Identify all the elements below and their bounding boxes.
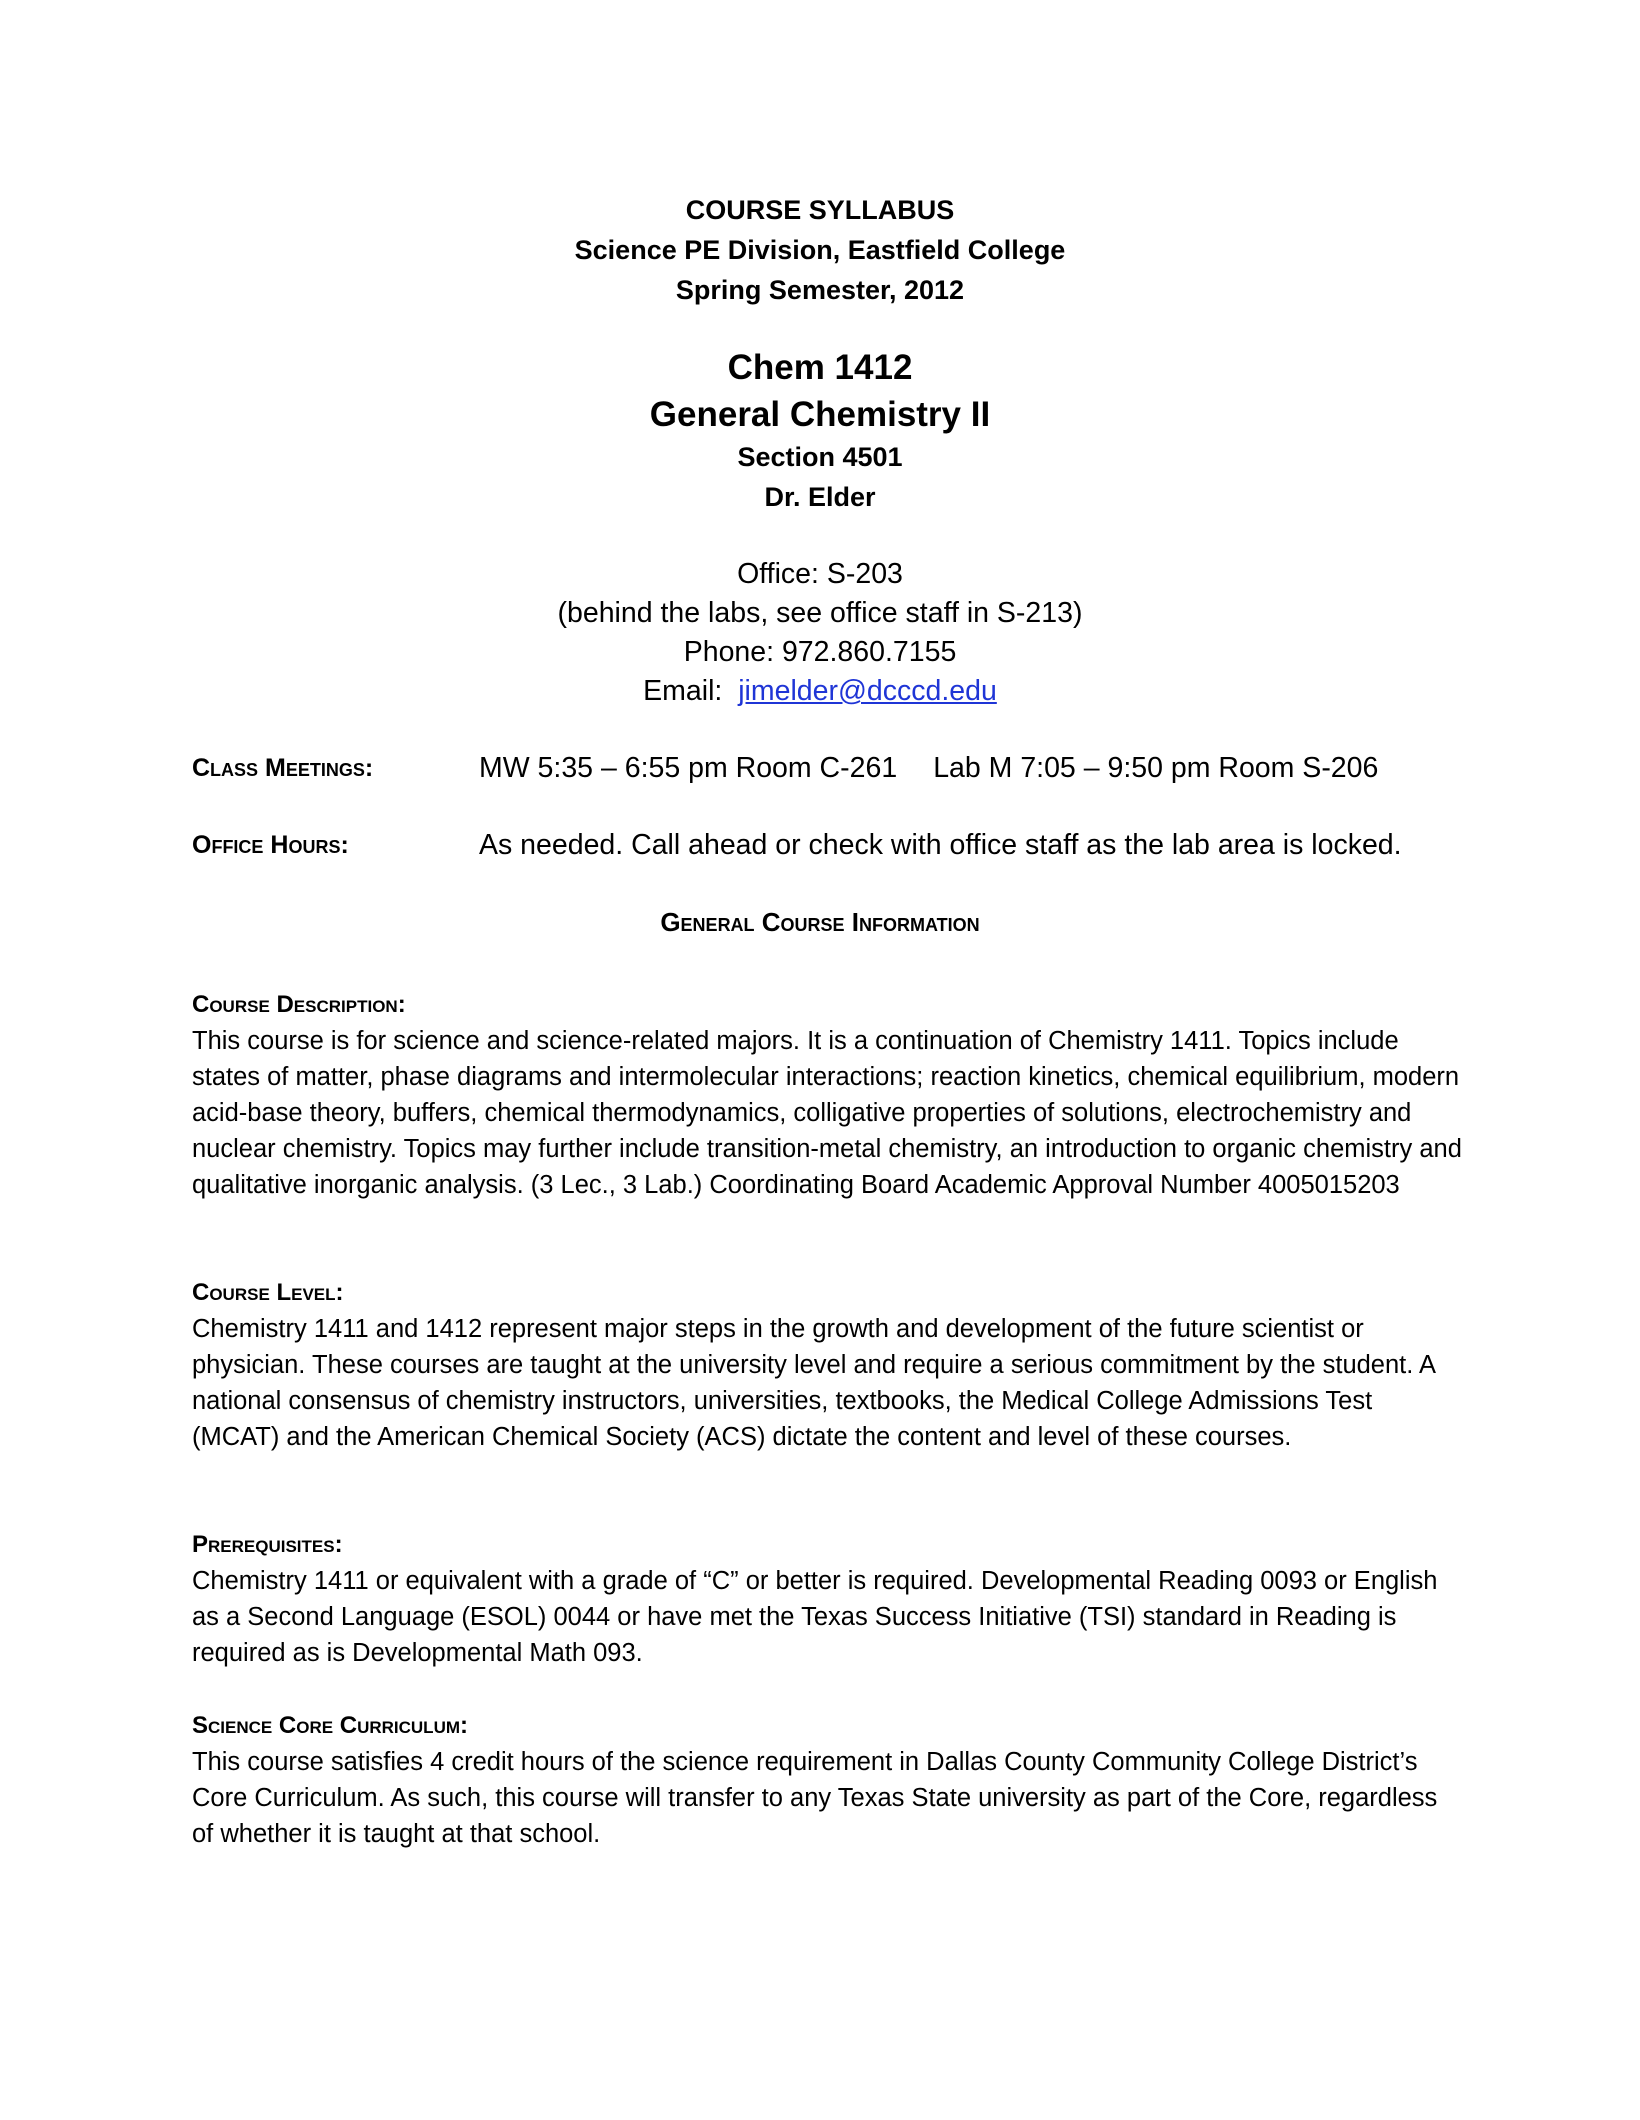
course-level-section [192, 1275, 1462, 1455]
general-info-title: General Course Information [660, 907, 980, 937]
office-location: Office: S-203 [737, 558, 903, 590]
semester-line: Spring Semester, 2012 [675, 275, 965, 305]
course-section: Section 4501 [737, 442, 903, 472]
core-curriculum-section [192, 1708, 1462, 1852]
division-line: Science PE Division, Eastfield College [574, 235, 1066, 265]
course-title: General Chemistry II [649, 395, 991, 434]
office-note: (behind the labs, see office staff in S-213) [557, 597, 1083, 629]
email-line [0, 672, 1640, 711]
prerequisites-section [192, 1527, 1462, 1671]
lab-schedule: Lab M 7:05 – 9:50 pm Room S-206 [933, 752, 1379, 784]
lecture-schedule: MW 5:35 – 6:55 pm Room C-261 [479, 752, 898, 784]
course-description-section [192, 987, 1462, 1203]
course-instructor: Dr. Elder [764, 482, 876, 512]
email-label: Email: [643, 675, 723, 707]
section-heading: Course Level: [192, 1279, 344, 1306]
section-heading: Course Description: [192, 991, 406, 1018]
class-meetings-label: Class Meetings: [192, 754, 374, 782]
section-body: This course satisfies 4 credit hours of the science requirement in Dallas County Community College District’s Core Curriculum. As such, this course will transfer to any Texas State university as part of the Core, regardless of whether it is taught at that school. [192, 1748, 1438, 1848]
office-hours-label: Office Hours: [192, 831, 349, 859]
class-meetings-value [479, 748, 1378, 788]
section-heading: Science Core Curriculum: [192, 1712, 468, 1739]
email-link[interactable]: jimelder@dcccd.edu [738, 675, 997, 707]
course-code: Chem 1412 [727, 348, 913, 387]
section-body: Chemistry 1411 or equivalent with a grade of “C” or better is required. Developmental Reading 0093 or English as a Second Language (ESOL) 0044 or have met the Texas Success Initiative (TSI) standard in Reading is required as is Developmental Math 093. [192, 1567, 1438, 1667]
office-hours-value: As needed. Call ahead or check with office staff as the lab area is locked. [479, 829, 1402, 861]
document-heading: COURSE SYLLABUS [685, 195, 955, 225]
section-heading: Prerequisites: [192, 1531, 343, 1558]
section-body: Chemistry 1411 and 1412 represent major steps in the growth and development of the future scientist or physician. These courses are taught at the university level and require a serious commitment by the student. A national consensus of chemistry instructors, universities, textbooks, the Medical College Admissions Test (MCAT) and the American Chemical Society (ACS) dictate the content and level of these courses. [192, 1315, 1435, 1451]
section-body: This course is for science and science-related majors. It is a continuation of Chemistry 1411. Topics include states of matter, phase diagrams and intermolecular interactions; reaction kinetics, chemical equilibrium, modern acid-base theory, buffers, chemical thermodynamics, colligative properties of solutions, electrochemistry and nuclear chemistry. Topics may further include transition-metal chemistry, an introduction to organic chemistry and qualitative inorganic analysis. (3 Lec., 3 Lab.) Coordinating Board Academic Approval Number 4005015203 [192, 1027, 1462, 1199]
phone-number: Phone: 972.860.7155 [683, 636, 957, 668]
